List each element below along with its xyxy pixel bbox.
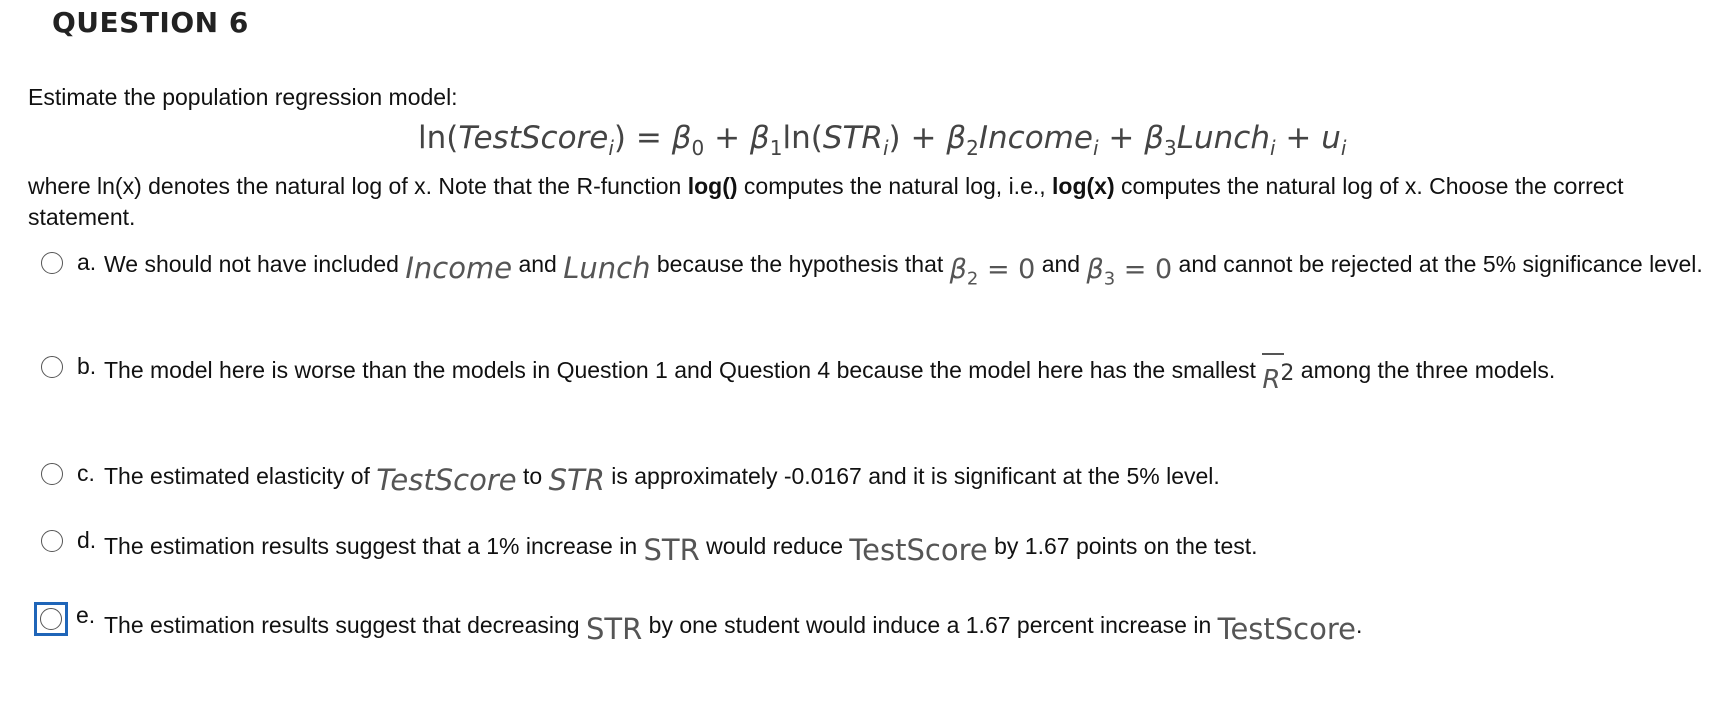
radio-option-e[interactable] [40, 608, 62, 630]
radio-option-a[interactable] [41, 252, 63, 274]
intro-text: Estimate the population regression model: [28, 84, 458, 110]
radio-option-c[interactable] [41, 463, 63, 485]
regression-formula: ln(TestScore$_i$) = $\beta_0 + \beta_1\ln(STR_i)$ + $\beta_2Income_i$ + $\beta_3Lunch_i + u_i$ [418, 120, 1347, 161]
option-letter-e: e. [76, 602, 96, 628]
option-text-c: The estimated elasticity of TestScore to STR is approximately -0.0167 and it is significant at the 5% level. [104, 463, 1220, 497]
option-letter-b: b. [77, 353, 97, 379]
option-text-e: The estimation results suggest that decreasing STR by one student would induce a 1.67 percent increase in TestScore. [104, 612, 1363, 646]
option-letter-c: c. [77, 460, 95, 486]
r-bar-squared: $R^2$ [1262, 351, 1294, 403]
option-letter-d: d. [77, 527, 97, 553]
option-letter-a: a. [77, 249, 97, 275]
option-text-a: We should not have included Income and Lunch because the hypothesis that $\beta_2 = 0$ and $\beta_3 = 0$ and cannot be rejected at the 5% significance level. [104, 251, 1703, 290]
option-text-d: The estimation results suggest that a 1% increase in STR would reduce TestScore by 1.67 points on the test. [104, 533, 1258, 567]
radio-option-b[interactable] [41, 356, 63, 378]
question-title: QUESTION 6 [52, 6, 249, 39]
option-text-b: The model here is worse than the models in Question 1 and Question 4 because the model here has the smallest $R^2$ among the three models. [104, 347, 1704, 403]
radio-option-d[interactable] [41, 530, 63, 552]
question-explanation: where ln(x) denotes the natural log of x. Note that the R-function log() computes the natural log, i.e., log(x) computes the natural log of x. Choose the correct statement. [28, 173, 1624, 230]
